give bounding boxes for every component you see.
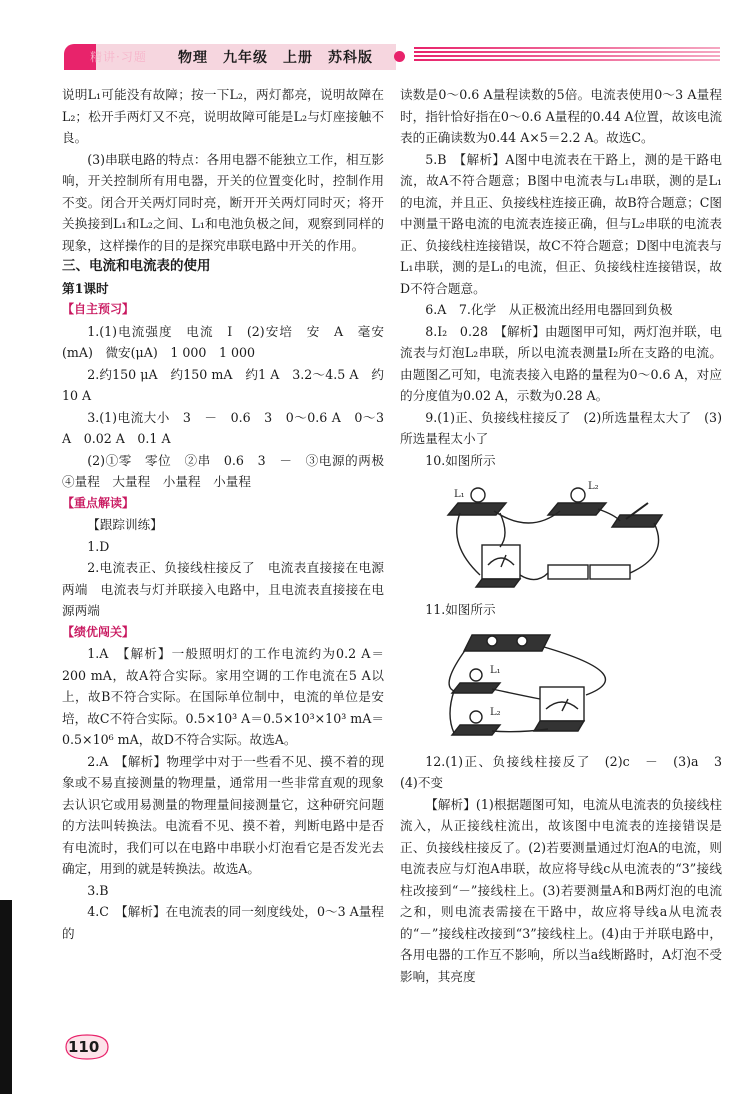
answer: 3.B [87, 882, 109, 898]
right-column [400, 84, 735, 987]
header-dot [394, 51, 405, 62]
tag-key-points: 【重点解读】 [62, 495, 135, 510]
page-number: 110 [68, 1038, 100, 1056]
subheading-tracking: 【跟踪训练】 [87, 517, 163, 532]
circuit-figure-10 [440, 475, 670, 593]
header-decor-lines [414, 47, 720, 67]
circuit-figure-11 [440, 625, 650, 745]
label-L1: L₁ [490, 664, 501, 676]
answer: 1.A 【解析】一般照明灯的工作电流约为0.2 A＝200 mA，故A符合实际。家用空调的工作电流在5 A以上，故B不符合实际。在国际单位制中，电流的单位是安培，故C不符合实际。0.5×10³ A＝0.5×10³×10³ mA＝0.5×10⁶ mA，故D不符合实际。故选A。 [62, 646, 384, 747]
answer: 4.C 【解析】在电流表的同一刻度线处，0～3 A量程的 [62, 904, 384, 941]
answer: 2.A 【解析】物理学中对于一些看不见、摸不着的现象或不易直接测量的物理量，通常用一些非常直观的现象去认识它或用易测量的物理量间接测量它，这种研究问题的方法叫转换法。电流看不见、摸不着，判断电路中是否有电流时，我们可以在电路中串联小灯泡看它是否发光去确定，用到的就是转换法。故选A。 [62, 753, 384, 876]
answer: 1.D [87, 538, 110, 554]
answer: 12.(1)正、负接线柱接反了 (2)c － (3)a 3 (4)不变 [400, 753, 735, 790]
tag-excellence: 【绩优闯关】 [62, 624, 135, 639]
paragraph: 读数是0～0.6 A量程读数的5倍。电流表使用0～3 A量程时，指针恰好指在0～0.6 A量程的0.44 A位置，故该电流表的正确读数为0.44 A×5＝2.2 A。故选C。 [400, 87, 722, 145]
answer: 5.B 【解析】A图中电流表在干路上，测的是干路电流，故A不符合题意；B图中电流表与L₁串联，测的是L₁的电流，并且正、负接线柱连接正确，故B符合题意；C图中测量干路电流的电流表连接正确，但与L₂串联的电流表正、负接线柱连接错误，故C不符合题意；D图中电流表与L₁串联，测的是L₁的电流，但正、负接线柱连接错误，故D不符合题意。 [400, 151, 722, 296]
paragraph: (3)串联电路的特点：各用电器不能独立工作，相互影响，开关控制所有用电器，开关的位置变化时，控制作用不变。闭合开关两灯同时亮，断开开关两灯同时灭；将开关换接到L₁和L₂之间、L₁和电池负极之间，观察到同样的现象，这样操作的目的是探究串联电路中开关的作用。 [62, 151, 384, 253]
left-edge-bar [0, 900, 12, 1094]
paragraph: 说明L₁可能没有故障；按一下L₂，两灯都亮，说明故障在L₂；松开手两灯又不亮，说明故障可能是L₂与灯座接触不良。 [62, 87, 384, 145]
answer: 2.电流表正、负接线柱接反了 电流表直接接在电源两端 电流表与灯并联接入电路中，且电流表直接接在电源两端 [62, 560, 384, 618]
explanation: 【解析】(1)根据题图可知，电流从电流表的负接线柱流入，从正接线柱流出，故该图中电流表的连接错误是正、负接线柱接反了。(2)若要测量通过灯泡A的电流，则电流表应与灯泡A串联，故应将导线c从电流表的“3”接线柱改接到“－”接线柱上。(3)若要测量A和B两灯泡的电流之和，则电流表需接在干路中，故应将导线a从电流表的“－”接线柱改接到“3”接线柱上。(4)由于并联电路中，各用电器的工作互不影响，所以当a线断路时，A灯泡不受影响，其亮度 [400, 796, 722, 984]
section-title: 三、电流和电流表的使用 [62, 258, 211, 274]
answer: 11.如图所示 [425, 602, 496, 617]
answer: (2)①零 零位 ②串 0.6 3 － ③电源的两极 ④量程 大量程 小量程 小量程 [62, 452, 397, 489]
answer: 9.(1)正、负接线柱接反了 (2)所选量程太大了 (3)所选量程太小了 [400, 409, 722, 446]
lesson-title: 第1课时 [62, 280, 109, 296]
label-L1: L₁ [454, 489, 465, 500]
answer: 3.(1)电流大小 3 － 0.6 3 0～0.6 A 0～3 A 0.02 A 0.1 A [62, 409, 384, 446]
tag-preview: 【自主预习】 [62, 302, 135, 316]
answer: 8.I₂ 0.28 【解析】由题图甲可知，两灯泡并联，电流表与灯泡L₂串联，所以电流表测量I₂所在支路的电流。由题图乙可知，电流表接入电路的量程为0～0.6 A，对应的分度值为0.02 A，示数为0.28 A。 [400, 323, 722, 403]
answer: 10.如图所示 [425, 452, 496, 468]
page-number-badge [62, 1032, 112, 1062]
header-tab-label: 精讲·习题 [90, 50, 147, 64]
answer: 1.(1)电流强度 电流 I (2)安培 安 A 毫安(mA) 微安(μA) 1 000 1 000 [62, 323, 384, 360]
header-title: 物理 九年级 上册 苏科版 [178, 50, 373, 66]
label-L2: L₂ [490, 706, 501, 718]
left-column [62, 84, 397, 944]
label-L2: L₂ [588, 481, 599, 492]
answer: 2.约150 μA 约150 mA 约1 A 3.2～4.5 A 约10 A [62, 366, 384, 403]
answer: 6.A 7.化学 从正极流出经用电器回到负极 [425, 302, 673, 317]
